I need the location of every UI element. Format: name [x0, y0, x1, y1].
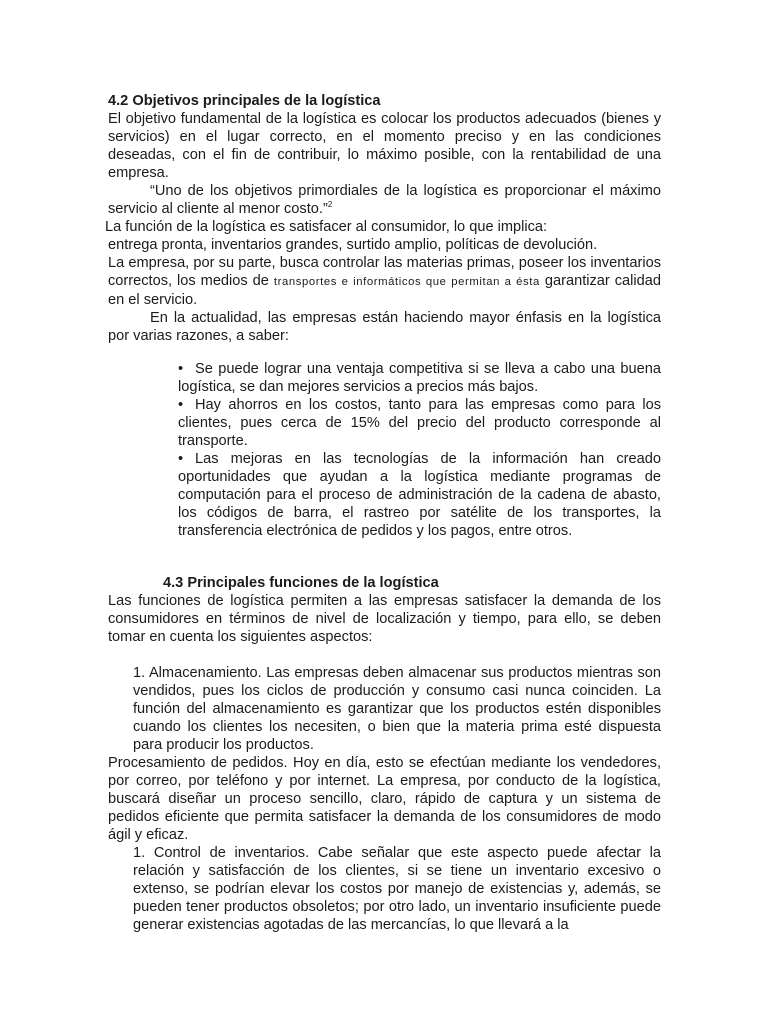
- section-heading: 4.3 Principales funciones de la logística: [163, 575, 439, 591]
- paragraph-part: La empresa, por su parte, busca controlar las materias primas, poseer los inventarios correctos, los medios de: [108, 255, 661, 289]
- footnote-ref: 2: [327, 200, 333, 209]
- list-item-text: Se puede lograr una ventaja competitiva si se lleva a cabo una buena logística, se dan mejores servicios a precios más bajos.: [178, 361, 661, 395]
- numbered-list: [108, 664, 661, 754]
- list-item-text: Hay ahorros en los costos, tanto para las empresas como para los clientes, pues cerca de 15% del precio del producto corresponde al transporte.: [178, 397, 661, 449]
- paragraph: Procesamiento de pedidos. Hoy en día, esto se efectúan mediante los vendedores, por correo, por teléfono y por internet. La empresa, por conducto de la logística, buscará diseñar un proceso sencillo, claro, rápido de captura y un sistema de pedidos eficiente que permita satisfacer la demanda de los consumidores de modo ágil y eficaz.: [108, 755, 661, 843]
- section-4-3-intro: [108, 592, 661, 646]
- bullet-icon: •: [178, 397, 184, 413]
- paragraph: Las funciones de logística permiten a las empresas satisfacer la demanda de los consumidores en términos de nivel de localización y tiempo, para ello, se deben tomar en cuenta los siguientes aspectos:: [108, 593, 661, 645]
- paragraph: El objetivo fundamental de la logística es colocar los productos adecuados (bienes y servicios) en el lugar correcto, en el momento preciso y en las condiciones deseadas, con el fin de contribuir, lo máximo posible, con la rentabilidad de una empresa.: [108, 111, 661, 181]
- paragraph: [108, 254, 661, 309]
- list-item: 1. Almacenamiento. Las empresas deben almacenar sus productos mientras son vendidos, pues los ciclos de producción y consumo casi nunca coinciden. La función del almacenamiento es garantizar que los productos estén disponibles cuando los clientes los necesiten, o bien que la materia prima esté dispuesta para producir los productos.: [133, 665, 661, 753]
- list-item-text: Las mejoras en las tecnologías de la información han creado oportunidades que ayudan a la logística mediante programas de computación para el proceso de administración de la cadena de abasto, los códigos de barra, el rastreo por satélite de los transportes, la transferencia electrónica de pedidos y los pagos, entre otros.: [178, 451, 661, 539]
- paragraph-part: garantizar calidad en el servicio.: [108, 273, 661, 308]
- quote-paragraph: [108, 182, 661, 218]
- paragraph: La función de la logística es satisfacer al consumidor, lo que implica:: [105, 219, 548, 235]
- section-4-3-body: [108, 754, 661, 844]
- numbered-list: [108, 844, 661, 934]
- bullet-list: [178, 360, 661, 540]
- list-item: 1. Control de inventarios. Cabe señalar que este aspecto puede afectar la relación y satisfacción de los clientes, si se tiene un inventario excesivo o extenso, se podrían elevar los costos por manejo de existencias y, además, se pueden tener productos obsoletos; por otro lado, un inventario insuficiente puede generar existencias agotadas de las mercancías, lo que llevará a la: [133, 845, 661, 933]
- paragraph-part-small: transportes e informáticos que permitan a ésta: [273, 276, 540, 288]
- list-item: [178, 396, 661, 450]
- quote-text: “Uno de los objetivos primordiales de la logística es proporcionar el máximo servicio al cliente al menor costo.”: [108, 183, 661, 217]
- list-item: [178, 360, 661, 396]
- bullet-icon: •: [178, 451, 184, 467]
- section-heading: 4.2 Objetivos principales de la logística: [108, 93, 381, 109]
- section-4-2: [105, 92, 661, 345]
- paragraph: entrega pronta, inventarios grandes, surtido amplio, políticas de devolución.: [108, 237, 598, 253]
- list-item: [178, 450, 661, 540]
- paragraph: En la actualidad, las empresas están haciendo mayor énfasis en la logística por varias razones, a saber:: [108, 310, 661, 344]
- bullet-icon: •: [178, 361, 184, 377]
